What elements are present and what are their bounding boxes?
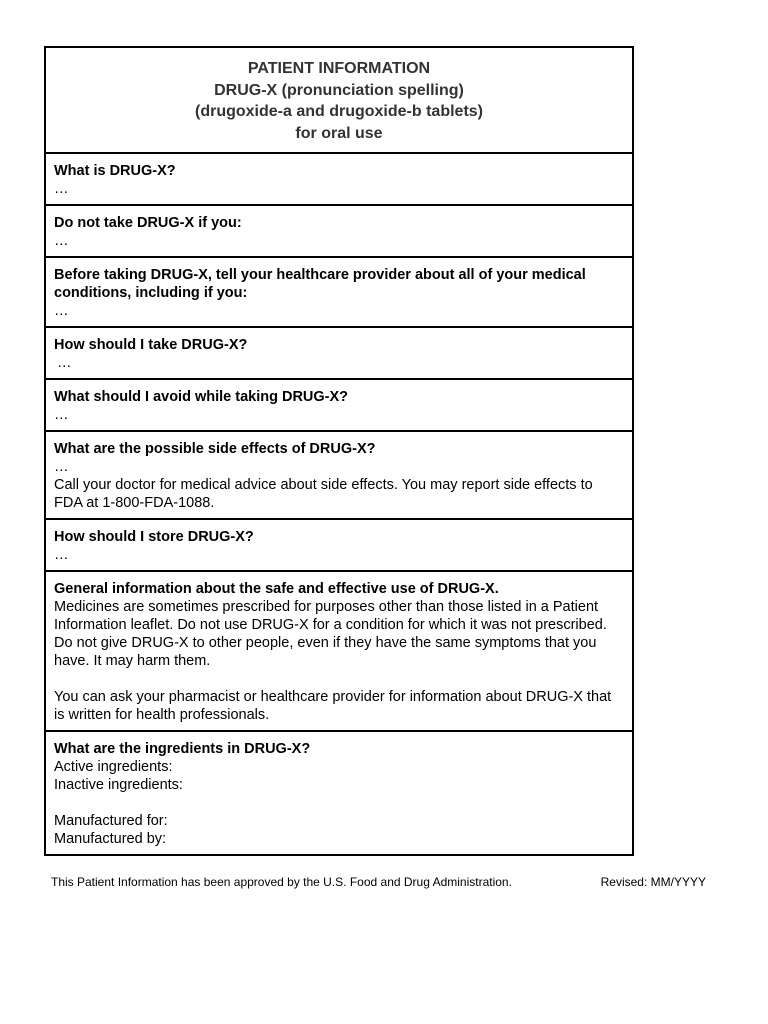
section-body: … <box>54 459 69 475</box>
section-heading: General information about the safe and effective use of DRUG-X. <box>54 581 499 597</box>
section-heading: Do not take DRUG-X if you: <box>54 215 242 231</box>
active-ingredients-label: Active ingredients: <box>54 759 173 775</box>
section-side-effects <box>46 432 632 520</box>
section-do-not-take <box>46 206 632 258</box>
section-body: … <box>54 547 69 563</box>
section-how-take <box>46 328 632 380</box>
section-heading: What are the ingredients in DRUG-X? <box>54 741 311 757</box>
section-heading: How should I take DRUG-X? <box>54 337 248 353</box>
paragraph-spacer <box>54 670 624 688</box>
manufactured-by-label: Manufactured by: <box>54 831 167 847</box>
section-what-is <box>46 154 632 206</box>
section-heading: What is DRUG-X? <box>54 163 176 179</box>
header-generic-name: (drugoxide-a and drugoxide-b tablets) <box>194 103 483 120</box>
paragraph-spacer <box>54 794 624 812</box>
section-before-taking <box>46 258 632 328</box>
header-title: PATIENT INFORMATION <box>247 60 431 77</box>
header-drug-name: DRUG-X (pronunciation spelling) <box>214 81 464 99</box>
manufactured-for-label: Manufactured for: <box>54 813 168 829</box>
general-info-paragraph-1: Medicines are sometimes prescribed for purposes other than those listed in a Patient Information leaflet. Do not use DRUG-X for a condition for which it was not prescribed. Do not give DRUG-X to other people, even if they have the same symptoms that you have. It may harm them. <box>54 599 607 669</box>
header-route: for oral use <box>295 124 383 142</box>
section-body: … <box>54 181 69 197</box>
side-effects-report-text: Call your doctor for medical advice about side effects. You may report side effects to FDA at 1-800-FDA-1088. <box>54 477 593 511</box>
section-body: … <box>54 233 69 249</box>
section-ingredients <box>46 732 632 854</box>
document-header <box>46 48 632 154</box>
inactive-ingredients-label: Inactive ingredients: <box>54 777 183 793</box>
section-body: … <box>57 355 72 371</box>
revised-date: Revised: MM/YYYY <box>600 875 706 889</box>
section-heading: What are the possible side effects of DRUG-X? <box>54 441 376 457</box>
section-heading: Before taking DRUG-X, tell your healthcare provider about all of your medical conditions, including if you: <box>54 267 586 301</box>
section-body: … <box>54 303 69 319</box>
section-heading: What should I avoid while taking DRUG-X? <box>54 389 349 405</box>
section-heading: How should I store DRUG-X? <box>54 529 254 545</box>
section-store <box>46 520 632 572</box>
section-body: … <box>54 407 69 423</box>
fda-approval-note: This Patient Information has been approved by the U.S. Food and Drug Administration. <box>51 875 512 889</box>
general-info-paragraph-2: You can ask your pharmacist or healthcare provider for information about DRUG-X that is written for health professionals. <box>54 689 612 723</box>
patient-information-table <box>44 46 634 856</box>
section-general-info <box>46 572 632 732</box>
section-avoid <box>46 380 632 432</box>
